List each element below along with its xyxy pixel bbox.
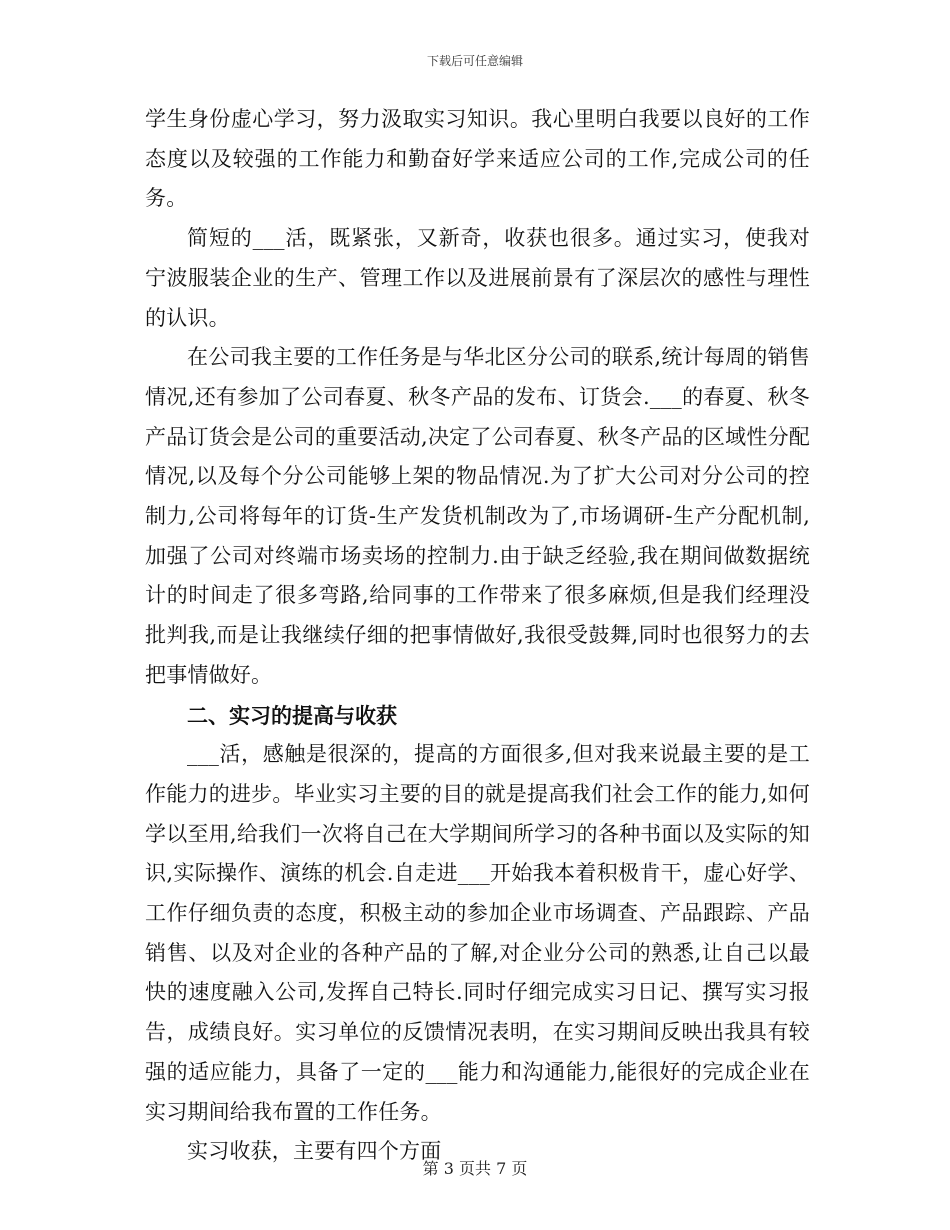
section-heading: 二、实习的提高与收获 (187, 702, 397, 728)
document-body (145, 100, 810, 1172)
paragraph-3: 在公司我主要的工作任务是与华北区分公司的联系,统计每周的销售情况,还有参加了公司春夏、秋冬产品的发布、订货会.___的春夏、秋冬产品订货会是公司的重要活动,决定了公司春夏、秋冬产品的区域性分配情况,以及每个分公司能够上架的物品情况.为了扩大公司对分公司的控制力,公司将每年的订货-生产发货机制改为了,市场调研-生产分配机制,加强了公司对终端市场卖场的控制力.由于缺乏经验,我在期间做数据统计的时间走了很多弯路,给同事的工作带来了很多麻烦,但是我们经理没批判我,而是让我继续仔细的把事情做好,我很受鼓舞,同时也很努力的去把事情做好。 (145, 345, 810, 687)
paragraph-2: 简短的___活，既紧张，又新奇，收获也很多。通过实习，使我对宁波服装企业的生产、管理工作以及进展前景有了深层次的感性与理性的认识。 (145, 226, 810, 330)
paragraph-4: ___活，感触是很深的，提高的方面很多,但对我来说最主要的是工作能力的进步。毕业实习主要的目的就是提高我们社会工作的能力,如何学以至用,给我们一次将自己在大学期间所学习的各种书面以及实际的知识,实际操作、演练的机会.自走进___开始我本着积极肯干，虚心好学、工作仔细负责的态度，积极主动的参加企业市场调查、产品跟踪、产品销售、以及对企业的各种产品的了解,对企业分公司的熟悉,让自己以最快的速度融入公司,发挥自己特长.同时仔细完成实习日记、撰写实习报告，成绩良好。实习单位的反馈情况表明，在实习期间反映出我具有较强的适应能力，具备了一定的___能力和沟通能力,能很好的完成企业在实习期间给我布置的工作任务。 (145, 742, 810, 1124)
paragraph-5: 实习收获，主要有四个方面 (187, 1139, 442, 1164)
page-header: 下载后可任意编辑 (426, 54, 523, 68)
page-footer: 第 3 页共 7 页 (422, 1159, 528, 1178)
paragraph-1: 学生身份虚心学习，努力汲取实习知识。我心里明白我要以良好的工作态度以及较强的工作能力和勤奋好学来适应公司的工作,完成公司的任务。 (145, 107, 810, 211)
